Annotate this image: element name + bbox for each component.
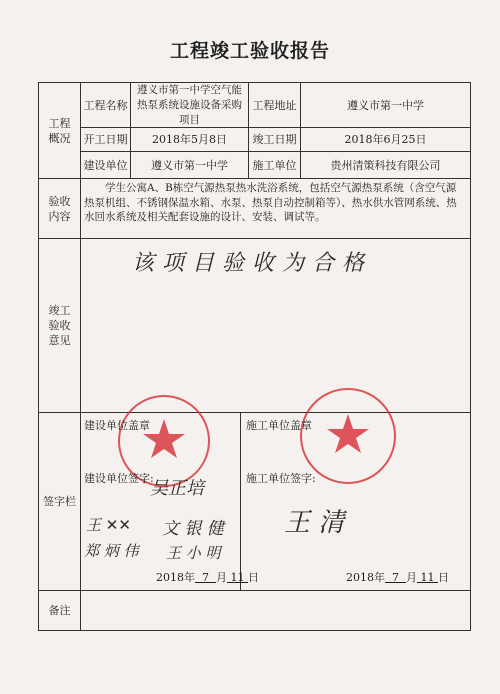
extra-signature: 王 ✕✕ xyxy=(86,516,131,534)
builder-value: 遵义市第一中学 xyxy=(151,158,228,172)
acceptance-opinion-handwritten: 该项目验收为合格 xyxy=(132,251,373,276)
contractor-sign-label: 施工单位签字: xyxy=(246,471,316,485)
extra-signature: 郑 炳 伟 xyxy=(84,542,139,560)
extra-signature: 王 小 明 xyxy=(166,544,221,562)
project-address-value: 遵义市第一中学 xyxy=(347,98,424,112)
contractor-seal-label: 施工单位盖章 xyxy=(246,418,312,432)
acceptance-content-text: 学生公寓A、B栋空气源热泵热水洗浴系统，包括空气源热泵系统（含空气源热泵机组、不锈钢保温水箱、水泵、热泵自动控制箱等）、热水供水管网系统、热水回水系统及相关配套设施的设计、安装、调试等。 xyxy=(84,182,457,223)
section-label-remarks: 备注 xyxy=(48,604,71,617)
section-label-signatures: 签字栏 xyxy=(43,495,76,508)
builder-date: 2018年 7 月 11 日 xyxy=(156,571,259,584)
section-label-project-overview: 工程概况 xyxy=(48,116,71,145)
contractor-signature: 王 清 xyxy=(284,508,345,538)
project-name-label: 工程名称 xyxy=(83,98,128,112)
section-label-acceptance-content: 验收内容 xyxy=(48,194,71,223)
table-border-right xyxy=(470,82,471,631)
builder-signature: 吴正培 xyxy=(150,478,204,499)
table-row-divider xyxy=(38,238,470,239)
builder-sign-label: 建设单位签字: xyxy=(84,471,154,485)
table-row-divider xyxy=(38,178,470,179)
completion-date-value: 2018年6月25日 xyxy=(344,133,427,146)
section-label-acceptance-opinion: 竣工验收意见 xyxy=(48,304,71,347)
contractor-label: 施工单位 xyxy=(252,158,297,172)
start-date-value: 2018年5月8日 xyxy=(152,133,227,146)
page-title: 工程竣工验收报告 xyxy=(169,40,330,62)
builder-label: 建设单位 xyxy=(83,158,128,172)
contractor-value: 贵州清策科技有限公司 xyxy=(330,158,441,172)
table-border-bottom xyxy=(38,630,470,631)
table-row-divider xyxy=(38,412,470,413)
contractor-date: 2018年 7 月 11 日 xyxy=(346,571,449,584)
start-date-label: 开工日期 xyxy=(83,133,128,146)
remarks-value xyxy=(81,591,470,630)
builder-seal-label: 建设单位盖章 xyxy=(84,418,150,432)
signature-column-divider xyxy=(240,412,241,591)
completion-date-label: 竣工日期 xyxy=(252,133,297,146)
extra-signature: 文 银 健 xyxy=(162,519,224,539)
project-name-value: 遵义市第一中学空气能热泵系统设施设备采购项目 xyxy=(137,83,242,126)
project-address-label: 工程地址 xyxy=(252,98,297,112)
